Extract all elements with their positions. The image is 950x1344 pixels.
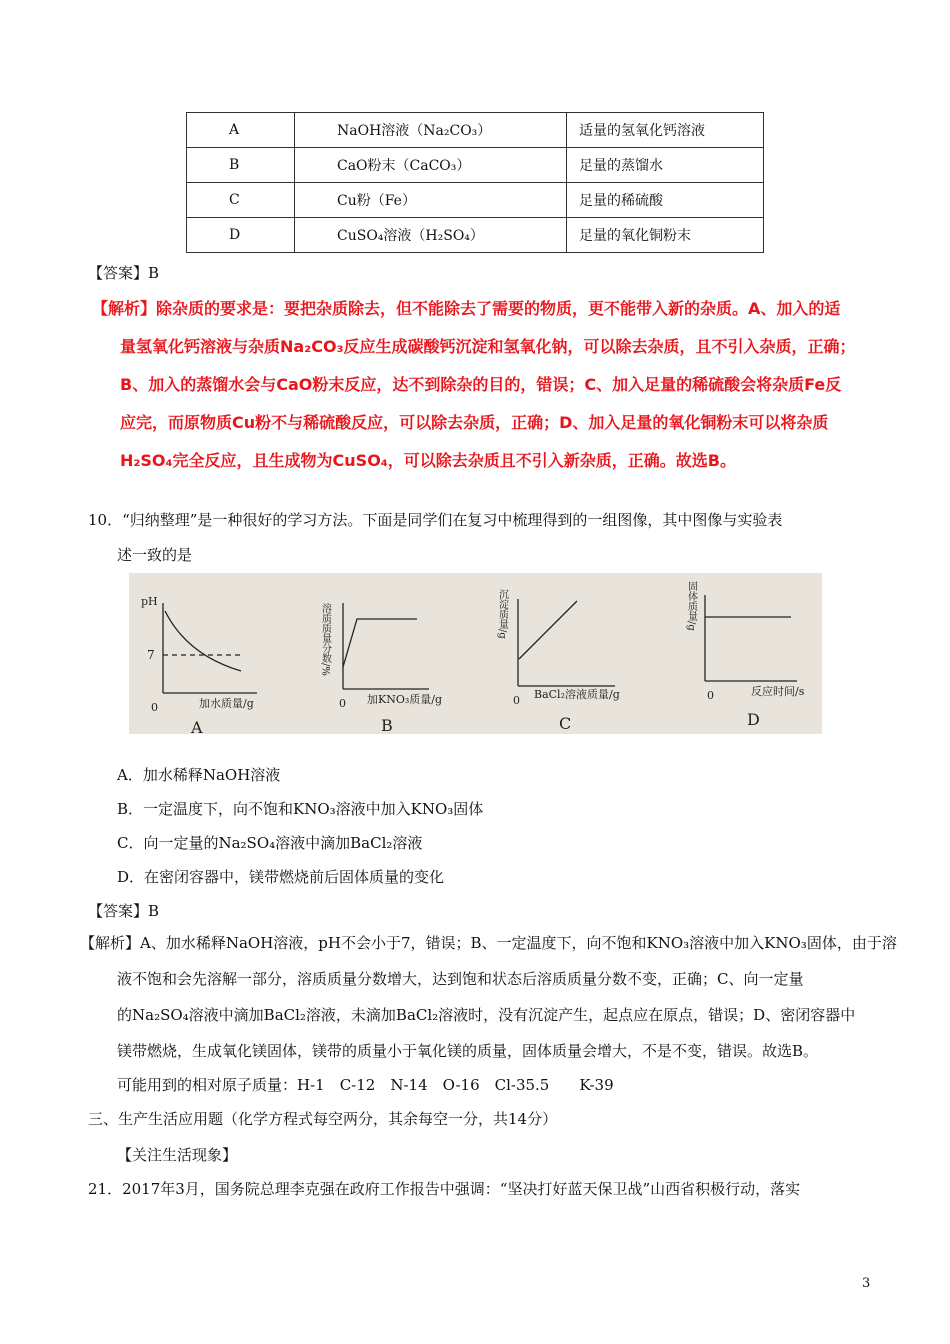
table-row xyxy=(187,113,764,148)
graph-d-xlabel: 反应时间/s xyxy=(751,685,805,698)
graph-c-letter: C xyxy=(559,714,572,733)
graph-b-line xyxy=(343,619,417,667)
table-cell-substance: Cu粉（Fe） xyxy=(295,183,567,218)
analysis-line: 【解析】除杂质的要求是：要把杂质除去，但不能除去了需要的物质，更不能带入新的杂质。A、加入的适 xyxy=(92,299,841,318)
graph-b-ylabel: 溶质质量分数/% xyxy=(319,603,331,676)
table-cell-substance: CuSO₄溶液（H₂SO₄） xyxy=(295,218,567,253)
graph-d-letter: D xyxy=(747,710,760,729)
option-b: B．一定温度下，向不饱和KNO₃溶液中加入KNO₃固体 xyxy=(117,800,484,818)
table-cell-option: B xyxy=(187,148,295,183)
graphs-svg xyxy=(129,573,822,734)
table-cell-option: A xyxy=(187,113,295,148)
graph-a-curve xyxy=(165,611,241,671)
section-3-heading: 三、生产生活应用题（化学方程式每空两分，其余每空一分，共14分） xyxy=(88,1110,558,1128)
graph-b-xlabel: 加KNO₃质量/g xyxy=(367,693,443,706)
answer-label-2: 【答案】B xyxy=(88,902,160,920)
focus-heading: 【关注生活现象】 xyxy=(117,1146,238,1164)
option-a: A．加水稀释NaOH溶液 xyxy=(117,766,281,784)
table-row xyxy=(187,148,764,183)
graph-d-origin: 0 xyxy=(707,689,714,702)
table-row xyxy=(187,218,764,253)
graph-a-ylabel: pH xyxy=(141,595,158,608)
analysis-line: 【解析】A、加水稀释NaOH溶液，pH不会小于7，错误；B、一定温度下，向不饱和KNO₃溶液中加入KNO₃固体，由于溶 xyxy=(80,934,897,952)
analysis-line: 量氢氧化钙溶液与杂质Na₂CO₃反应生成碳酸钙沉淀和氢氧化钠，可以除去杂质，且不引入杂质，正确； xyxy=(120,337,856,356)
graph-c-origin: 0 xyxy=(513,694,520,707)
question-21: 21．2017年3月，国务院总理李克强在政府工作报告中强调：“坚决打好蓝天保卫战”山西省积极行动，落实 xyxy=(88,1180,801,1198)
graph-d-ylabel: 固体质量/g xyxy=(685,581,697,631)
table-cell-substance: CaO粉末（CaCO₃） xyxy=(295,148,567,183)
table-cell-reagent: 足量的蒸馏水 xyxy=(567,148,764,183)
table-cell-reagent: 适量的氢氧化钙溶液 xyxy=(567,113,764,148)
question-10-line1: 10．“归纳整理”是一种很好的学习方法。下面是同学们在复习中梳理得到的一组图像，其中图像与实验表 xyxy=(88,511,783,529)
graphs-figure xyxy=(129,573,822,734)
table-row xyxy=(187,183,764,218)
analysis-line: B、加入的蒸馏水会与CaO粉末反应，达不到除杂的目的，错误；C、加入足量的稀硫酸会将杂质Fe反 xyxy=(120,375,842,394)
table-cell-reagent: 足量的稀硫酸 xyxy=(567,183,764,218)
analysis-line: 镁带燃烧，生成氧化镁固体，镁带的质量小于氧化镁的质量，固体质量会增大，不是不变，错误。故选B。 xyxy=(117,1042,819,1060)
graph-c-xlabel: BaCl₂溶液质量/g xyxy=(534,688,620,701)
option-c: C．向一定量的Na₂SO₄溶液中滴加BaCl₂溶液 xyxy=(117,834,423,852)
analysis-line: 应完，而原物质Cu粉不与稀硫酸反应，可以除去杂质，正确；D、加入足量的氧化铜粉末可以将杂质 xyxy=(120,413,829,432)
option-d: D．在密闭容器中，镁带燃烧前后固体质量的变化 xyxy=(117,868,445,886)
question-10-line2: 述一致的是 xyxy=(117,546,193,564)
graph-c-ylabel: 沉淀质量/g xyxy=(496,589,508,639)
analysis-line: H₂SO₄完全反应，且生成物为CuSO₄，可以除去杂质且不引入新杂质，正确。故选B。 xyxy=(120,451,736,470)
graph-c-line xyxy=(519,601,577,659)
graph-a-letter: A xyxy=(191,718,203,734)
analysis-block-red xyxy=(92,294,882,484)
analysis-line: 液不饱和会先溶解一部分，溶质质量分数增大，达到饱和状态后溶质质量分数不变，正确；C、向一定量 xyxy=(117,970,804,988)
options-table xyxy=(186,112,764,253)
analysis-line: 的Na₂SO₄溶液中滴加BaCl₂溶液，未滴加BaCl₂溶液时，没有沉淀产生，起点应在原点，错误；D、密闭容器中 xyxy=(117,1006,856,1024)
table-cell-option: C xyxy=(187,183,295,218)
atomic-masses: 可能用到的相对原子质量：H-1 C-12 N-14 O-16 Cl-35.5 K-39 xyxy=(117,1076,614,1094)
table-cell-substance: NaOH溶液（Na₂CO₃） xyxy=(295,113,567,148)
graph-a-origin: 0 xyxy=(151,701,158,714)
graph-b-letter: B xyxy=(381,716,393,734)
table-cell-option: D xyxy=(187,218,295,253)
table-cell-reagent: 足量的氧化铜粉末 xyxy=(567,218,764,253)
graph-a-xlabel: 加水质量/g xyxy=(199,697,254,710)
graph-b-origin: 0 xyxy=(339,697,346,710)
page-number: 3 xyxy=(862,1276,871,1291)
graph-a-seven: 7 xyxy=(147,648,155,662)
answer-label: 【答案】B xyxy=(88,264,160,282)
